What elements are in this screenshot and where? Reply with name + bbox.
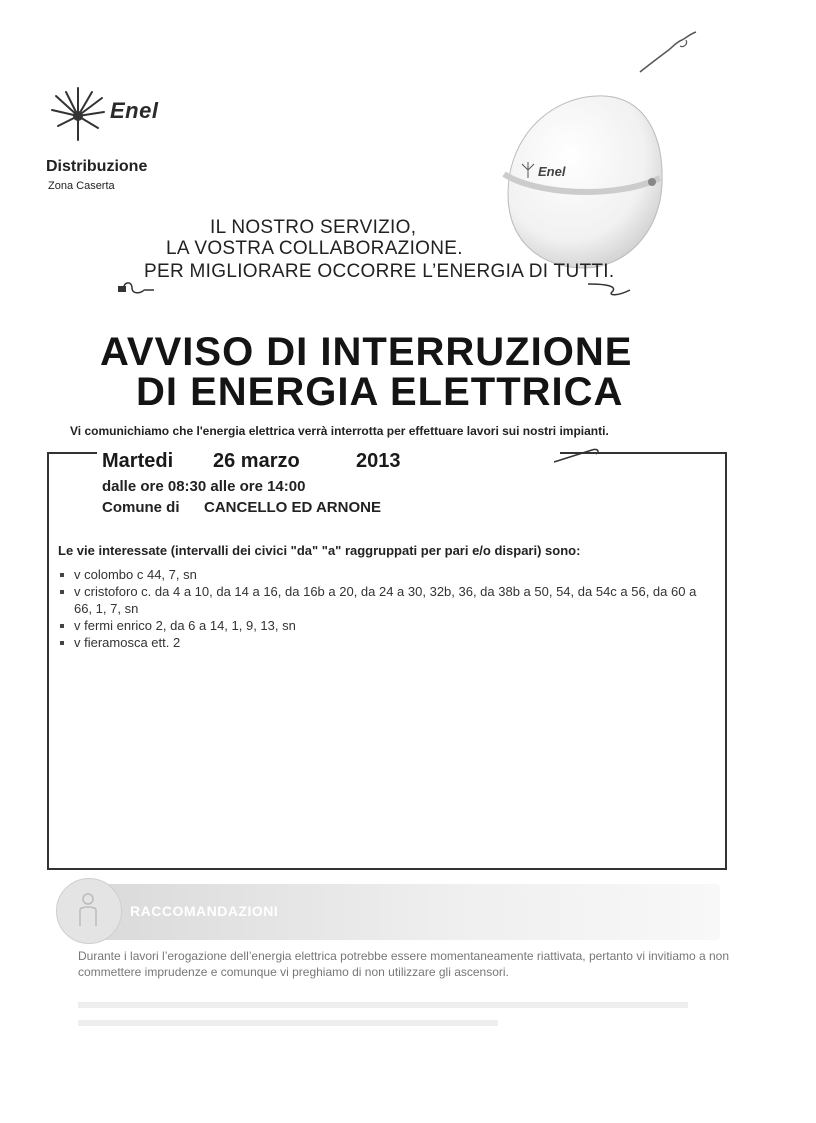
bullet-icon (60, 590, 64, 594)
list-item (58, 634, 698, 651)
faded-illegible-text (78, 998, 718, 1034)
street-entry: v cristoforo c. da 4 a 10, da 14 a 16, da 16b a 20, da 24 a 30, 32b, 36, da 38b a 50, 54, da 54c a 56, da 60 a 66, 1, 7, sn (74, 584, 697, 616)
bullet-icon (60, 573, 64, 577)
list-item (58, 583, 698, 617)
municipality-name: CANCELLO ED ARNONE (204, 499, 381, 516)
notice-box-border-left (47, 452, 97, 454)
helmet-brand-label: Enel (538, 164, 566, 179)
street-entry: v fieramosca ett. 2 (74, 635, 181, 650)
recommendations-title: RACCOMANDAZIONI (130, 903, 279, 919)
streets-heading: Le vie interessate (intervalli dei civici "da" "a" raggruppati per pari e/o dispari) sono: (58, 543, 581, 558)
outage-time-range: dalle ore 08:30 alle ore 14:00 (102, 478, 306, 495)
zone-name: Zona Caserta (48, 180, 115, 192)
bullet-icon (60, 641, 64, 645)
box-hook-icon (552, 446, 602, 466)
recommendations-text: Durante i lavori l’erogazione dell’energia elettrica potrebbe essere momentaneamente riattivata, pertanto vi invitiamo a non commettere imprudenze e comunque vi preghiamo di non utilizzare gli ascensori. (78, 949, 730, 979)
notice-title-line-1: AVVISO DI INTERRUZIONE (100, 330, 633, 374)
outage-year: 2013 (356, 450, 401, 472)
outage-date: 26 marzo (213, 450, 300, 472)
list-item (58, 566, 698, 583)
street-entry: v colombo c 44, 7, sn (74, 567, 197, 582)
intro-text: Vi comunichiamo che l'energia elettrica verrà interrotta per effettuare lavori sui nostri impianti. (70, 424, 609, 438)
outage-day: Martedi (102, 450, 174, 472)
handwritten-scribble (636, 28, 706, 78)
enel-logo-icon (48, 86, 108, 146)
street-list (58, 566, 698, 651)
municipality-label: Comune di (102, 499, 180, 516)
plug-cord-line (118, 272, 638, 298)
notice-title-line-2: DI ENERGIA ELETTRICA (136, 370, 624, 414)
division-name: Distribuzione (46, 158, 148, 175)
list-item (58, 617, 698, 634)
street-entry: v fermi enrico 2, da 6 a 14, 1, 9, 13, sn (74, 618, 296, 633)
slogan-line-2: LA VOSTRA COLLABORAZIONE. (166, 238, 463, 259)
slogan-line-3: PER MIGLIORARE OCCORRE L’ENERGIA DI TUTTI. (144, 261, 615, 282)
worker-icon (76, 892, 100, 928)
helmet-image (494, 74, 674, 274)
brand-name: Enel (110, 98, 159, 123)
slogan-line-1: IL NOSTRO SERVIZIO, (210, 217, 417, 238)
bullet-icon (60, 624, 64, 628)
